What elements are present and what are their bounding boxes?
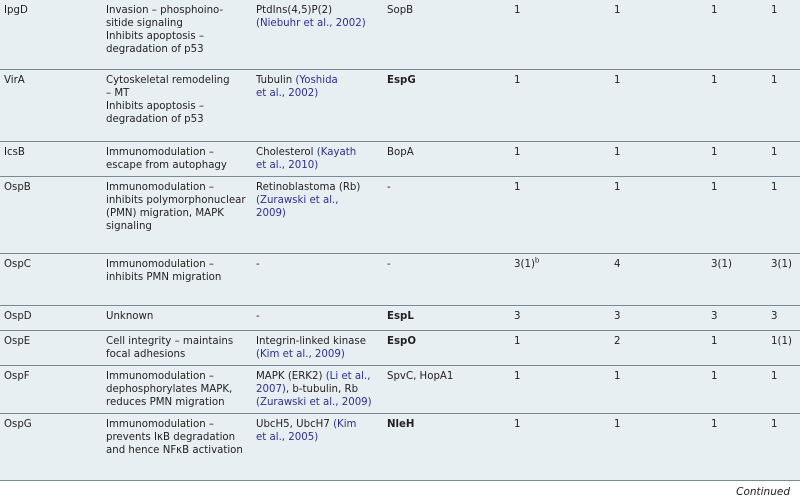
copy-number-cell-1 — [510, 253, 610, 305]
reference-link[interactable]: 2009) — [256, 207, 286, 219]
copy-number-cell-3 — [707, 69, 767, 141]
copy-number-cell-4 — [767, 69, 800, 141]
effector-cell: IcsB — [0, 141, 102, 176]
copy-number-cell-1 — [510, 305, 610, 330]
target-text: PtdIns(4,5)P(2) — [256, 5, 333, 16]
function-line: dephosphorylates MAPK, — [106, 383, 233, 395]
copy-number-value: 3 — [514, 310, 521, 322]
copy-number-cell-2 — [610, 141, 707, 176]
function-line: prevents IκB degradation — [106, 431, 236, 443]
copy-number-value: 1 — [771, 370, 778, 382]
copy-number-value: 2 — [614, 335, 621, 347]
table-row — [0, 365, 800, 413]
reference-link[interactable]: (Zurawski et al., 2009) — [256, 396, 372, 408]
target-cell — [252, 330, 383, 365]
function-line: sitide signaling — [106, 18, 183, 29]
copy-number-value: 1 — [614, 5, 621, 16]
function-cell — [102, 253, 252, 305]
copy-number-value: 1 — [514, 418, 521, 430]
function-line: focal adhesions — [106, 348, 186, 360]
copy-number-value: 1 — [711, 5, 718, 16]
reference-link[interactable]: 2007) — [256, 383, 286, 395]
function-line: Immunomodulation – — [106, 146, 214, 158]
copy-number-cell-4 — [767, 305, 800, 330]
copy-number-value: 3(1) — [514, 258, 535, 270]
copy-number-value: 1 — [771, 418, 778, 430]
copy-number-value: 1 — [514, 370, 521, 382]
function-line: Immunomodulation – — [106, 418, 214, 430]
copy-number-value: 3 — [614, 310, 621, 322]
homolog-cell: NleH — [383, 413, 510, 470]
homolog-cell: EspL — [383, 305, 510, 330]
homolog-cell: BopA — [383, 141, 510, 176]
homolog-cell: - — [383, 253, 510, 305]
function-line: Inhibits apoptosis – — [106, 31, 204, 42]
function-line: and hence NFκB activation — [106, 444, 243, 456]
table-row — [0, 253, 800, 305]
footnote-marker: b — [534, 256, 540, 265]
target-cell — [252, 0, 383, 69]
copy-number-value: 3 — [711, 310, 718, 322]
continued-label: Continued — [736, 486, 790, 498]
homolog-cell: SopB — [383, 0, 510, 69]
effector-cell: OspD — [0, 305, 102, 330]
effector-cell: VirA — [0, 69, 102, 141]
copy-number-value: 1 — [771, 5, 778, 16]
target-cell — [252, 253, 383, 305]
target-cell — [252, 141, 383, 176]
function-line: Cytoskeletal remodeling — [106, 74, 230, 86]
copy-number-cell-2 — [610, 365, 707, 413]
copy-number-cell-4 — [767, 176, 800, 253]
function-line: degradation of p53 — [106, 44, 204, 55]
copy-number-cell-1 — [510, 365, 610, 413]
target-cell — [252, 176, 383, 253]
copy-number-value: 1 — [771, 74, 778, 86]
copy-number-value: 1 — [711, 370, 718, 382]
copy-number-value: 1 — [514, 335, 521, 347]
homolog-cell: EspG — [383, 69, 510, 141]
copy-number-value: 1 — [711, 146, 718, 158]
table-row — [0, 176, 800, 253]
copy-number-value: 1 — [711, 181, 718, 193]
function-line: signaling — [106, 220, 152, 232]
copy-number-cell-2 — [610, 305, 707, 330]
copy-number-cell-1 — [510, 413, 610, 470]
function-cell — [102, 176, 252, 253]
function-line: Immunomodulation – — [106, 258, 214, 270]
effector-cell: OspE — [0, 330, 102, 365]
reference-link[interactable]: (Kim — [333, 418, 357, 430]
copy-number-cell-1 — [510, 176, 610, 253]
effector-cell: OspB — [0, 176, 102, 253]
target-text: Tubulin — [256, 74, 296, 86]
copy-number-value: 1 — [514, 146, 521, 158]
reference-link[interactable]: et al., 2005) — [256, 431, 319, 443]
function-cell — [102, 141, 252, 176]
target-cell — [252, 69, 383, 141]
copy-number-cell-3 — [707, 413, 767, 470]
reference-link[interactable]: (Li et al., — [325, 370, 371, 382]
effector-cell: IpgD — [0, 0, 102, 69]
function-line: reduces PMN migration — [106, 396, 225, 408]
copy-number-cell-2 — [610, 253, 707, 305]
function-line: Cell integrity – maintains — [106, 335, 234, 347]
copy-number-cell-4 — [767, 330, 800, 365]
function-cell — [102, 413, 252, 470]
copy-number-cell-2 — [610, 176, 707, 253]
table-row — [0, 141, 800, 176]
copy-number-cell-3 — [707, 365, 767, 413]
copy-number-value: 1 — [514, 74, 521, 86]
copy-number-value: 3 — [771, 310, 778, 322]
effector-cell: OspG — [0, 413, 102, 470]
copy-number-cell-3 — [707, 330, 767, 365]
table-bottom-row — [0, 468, 800, 481]
target-text: , b-tubulin, Rb — [285, 383, 359, 395]
function-line: Invasion – phosphoino- — [106, 5, 224, 16]
copy-number-cell-1 — [510, 0, 610, 69]
target-text: Retinoblastoma (Rb) — [256, 181, 361, 193]
function-line: – MT — [106, 87, 130, 99]
copy-number-value: 1 — [614, 370, 621, 382]
copy-number-value: 1 — [514, 181, 521, 193]
target-cell — [252, 305, 383, 330]
copy-number-cell-4 — [767, 141, 800, 176]
function-line: degradation of p53 — [106, 113, 204, 125]
function-cell — [102, 0, 252, 69]
function-line: Immunomodulation – — [106, 370, 214, 382]
copy-number-cell-3 — [707, 176, 767, 253]
reference-link[interactable]: et al., 2010) — [256, 159, 319, 171]
target-text: - — [256, 310, 260, 322]
copy-number-value: 3(1) — [771, 258, 792, 270]
function-cell — [102, 69, 252, 141]
function-line: (PMN) migration, MAPK — [106, 207, 224, 219]
copy-number-value: 1 — [711, 335, 718, 347]
copy-number-cell-1 — [510, 330, 610, 365]
homolog-cell: EspO — [383, 330, 510, 365]
reference-link[interactable]: (Kim et al., 2009) — [256, 348, 345, 360]
copy-number-value: 3(1) — [711, 258, 732, 270]
copy-number-cell-1 — [510, 141, 610, 176]
copy-number-cell-1 — [510, 69, 610, 141]
copy-number-cell-3 — [707, 253, 767, 305]
reference-link[interactable]: (Niebuhr et al., 2002) — [256, 18, 366, 29]
copy-number-cell-4 — [767, 413, 800, 470]
function-line: escape from autophagy — [106, 159, 227, 171]
copy-number-value: 1 — [614, 181, 621, 193]
target-text: UbcH5, UbcH7 — [256, 418, 334, 430]
copy-number-value: 4 — [614, 258, 621, 270]
copy-number-cell-4 — [767, 253, 800, 305]
function-line: Inhibits apoptosis – — [106, 100, 204, 112]
copy-number-value: 1 — [614, 418, 621, 430]
copy-number-value: 1 — [614, 74, 621, 86]
reference-link[interactable]: (Yoshida — [295, 74, 338, 86]
copy-number-cell-2 — [610, 413, 707, 470]
homolog-cell: - — [383, 176, 510, 253]
reference-link[interactable]: (Zurawski et al., — [256, 194, 339, 206]
copy-number-cell-4 — [767, 0, 800, 69]
function-line: Unknown — [106, 310, 154, 322]
copy-number-cell-3 — [707, 141, 767, 176]
table-row — [0, 305, 800, 330]
copy-number-value: 1(1) — [771, 335, 792, 347]
reference-link[interactable]: et al., 2002) — [256, 87, 319, 99]
copy-number-cell-3 — [707, 305, 767, 330]
homolog-cell: SpvC, HopA1 — [383, 365, 510, 413]
copy-number-cell-4 — [767, 365, 800, 413]
table-row — [0, 330, 800, 365]
copy-number-value: 1 — [711, 74, 718, 86]
copy-number-cell-2 — [610, 0, 707, 69]
function-cell — [102, 305, 252, 330]
copy-number-value: 1 — [514, 5, 521, 16]
table-row — [0, 0, 800, 69]
function-line: inhibits PMN migration — [106, 271, 222, 283]
copy-number-cell-3 — [707, 0, 767, 69]
effector-cell: OspC — [0, 253, 102, 305]
copy-number-value: 1 — [711, 418, 718, 430]
function-line: Immunomodulation – — [106, 181, 214, 193]
copy-number-cell-2 — [610, 69, 707, 141]
effector-cell: OspF — [0, 365, 102, 413]
table-row — [0, 413, 800, 470]
copy-number-cell-2 — [610, 330, 707, 365]
target-cell — [252, 365, 383, 413]
function-cell — [102, 365, 252, 413]
table-row — [0, 69, 800, 141]
target-text: Cholesterol — [256, 146, 317, 158]
target-text: MAPK (ERK2) — [256, 370, 326, 382]
target-text: - — [256, 258, 260, 270]
reference-link[interactable]: (Kayath — [316, 146, 357, 158]
function-line: inhibits polymorphonuclear — [106, 194, 246, 206]
function-cell — [102, 330, 252, 365]
target-text: Integrin-linked kinase — [256, 335, 366, 347]
copy-number-value: 1 — [771, 146, 778, 158]
copy-number-value: 1 — [771, 181, 778, 193]
copy-number-value: 1 — [614, 146, 621, 158]
target-cell — [252, 413, 383, 470]
